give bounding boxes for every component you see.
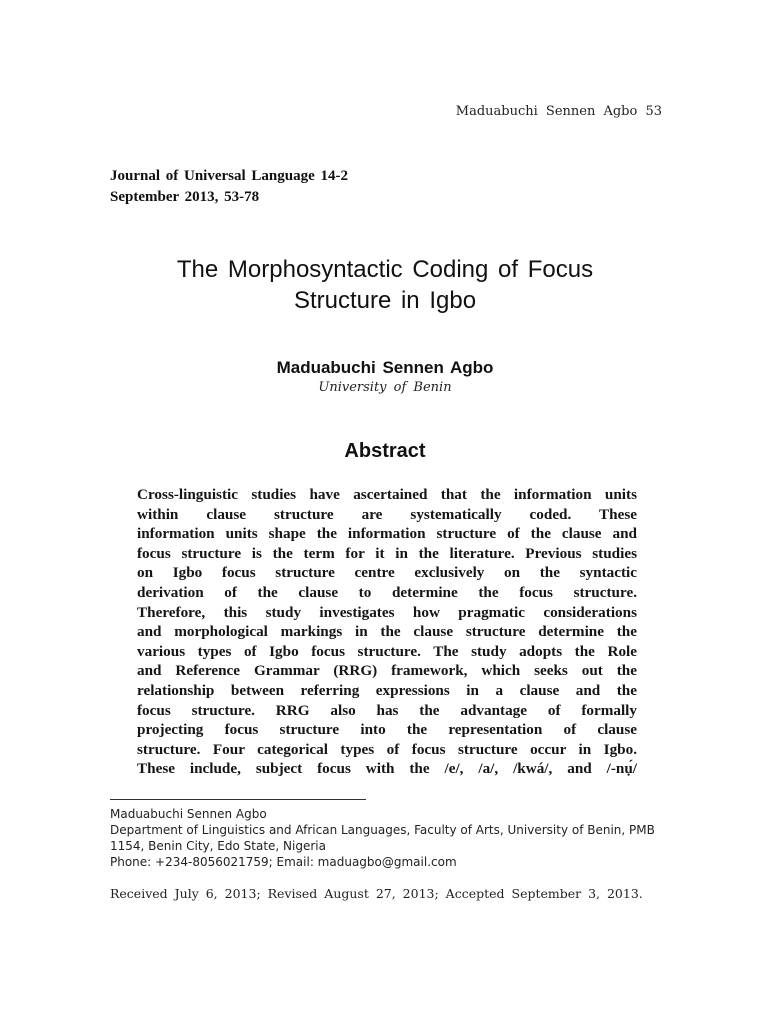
abstract-heading: Abstract xyxy=(344,440,426,462)
running-header: Maduabuchi Sennen Agbo 53 xyxy=(455,104,662,119)
abstract-line: on Igbo focus structure centre exclusively on the syntactic xyxy=(137,564,637,582)
abstract-line: various types of Igbo focus structure. The study adopts the Role xyxy=(137,642,637,660)
footnote xyxy=(110,806,670,870)
abstract-line: These include, subject focus with the /e/, /a/, /kwá/, and /-nụ́/ xyxy=(137,760,637,778)
footnote-contact: Phone: +234-8056021759; Email: maduagbo@gmail.com xyxy=(110,855,457,869)
abstract-body xyxy=(137,485,637,779)
author-name: Maduabuchi Sennen Agbo xyxy=(276,358,494,377)
abstract-line: and Reference Grammar (RRG) framework, which seeks out the xyxy=(137,662,637,680)
abstract-line: and morphological markings in the clause structure determine the xyxy=(137,623,637,641)
footnote-author: Maduabuchi Sennen Agbo xyxy=(110,807,267,821)
footnote-department: Department of Linguistics and African Languages, Faculty of Arts, University of Benin, PMB xyxy=(110,823,655,837)
abstract-line: projecting focus structure into the representation of clause xyxy=(137,721,637,739)
paper-title-line2: Structure in Igbo xyxy=(293,287,477,314)
abstract-line: Therefore, this study investigates how pragmatic considerations xyxy=(137,603,637,621)
abstract-line: derivation of the clause to determine the focus structure. xyxy=(137,583,637,601)
journal-name: Journal of Universal Language 14-2 xyxy=(110,168,349,184)
abstract-line: within clause structure are systematically coded. These xyxy=(137,505,637,523)
paper-title xyxy=(110,254,660,316)
footnote-address: 1154, Benin City, Edo State, Nigeria xyxy=(110,839,326,853)
abstract-line: structure. Four categorical types of focus structure occur in Igbo. xyxy=(137,740,637,758)
journal-date-pages: September 2013, 53-78 xyxy=(110,189,260,205)
abstract-line: focus structure is the term for it in the literature. Previous studies xyxy=(137,544,637,562)
abstract-line: information units shape the information structure of the clause and xyxy=(137,525,637,543)
abstract-line: Cross-linguistic studies have ascertained that the information units xyxy=(137,486,637,503)
submission-dates: Received July 6, 2013; Revised August 27, 2013; Accepted September 3, 2013. xyxy=(110,886,643,901)
abstract-line: relationship between referring expressions in a clause and the xyxy=(137,681,637,699)
footnote-divider xyxy=(110,799,366,800)
author-affiliation: University of Benin xyxy=(318,380,452,395)
paper-title-line1: The Morphosyntactic Coding of Focus xyxy=(176,256,594,283)
journal-info xyxy=(110,166,348,208)
abstract-line: focus structure. RRG also has the advantage of formally xyxy=(137,701,637,719)
